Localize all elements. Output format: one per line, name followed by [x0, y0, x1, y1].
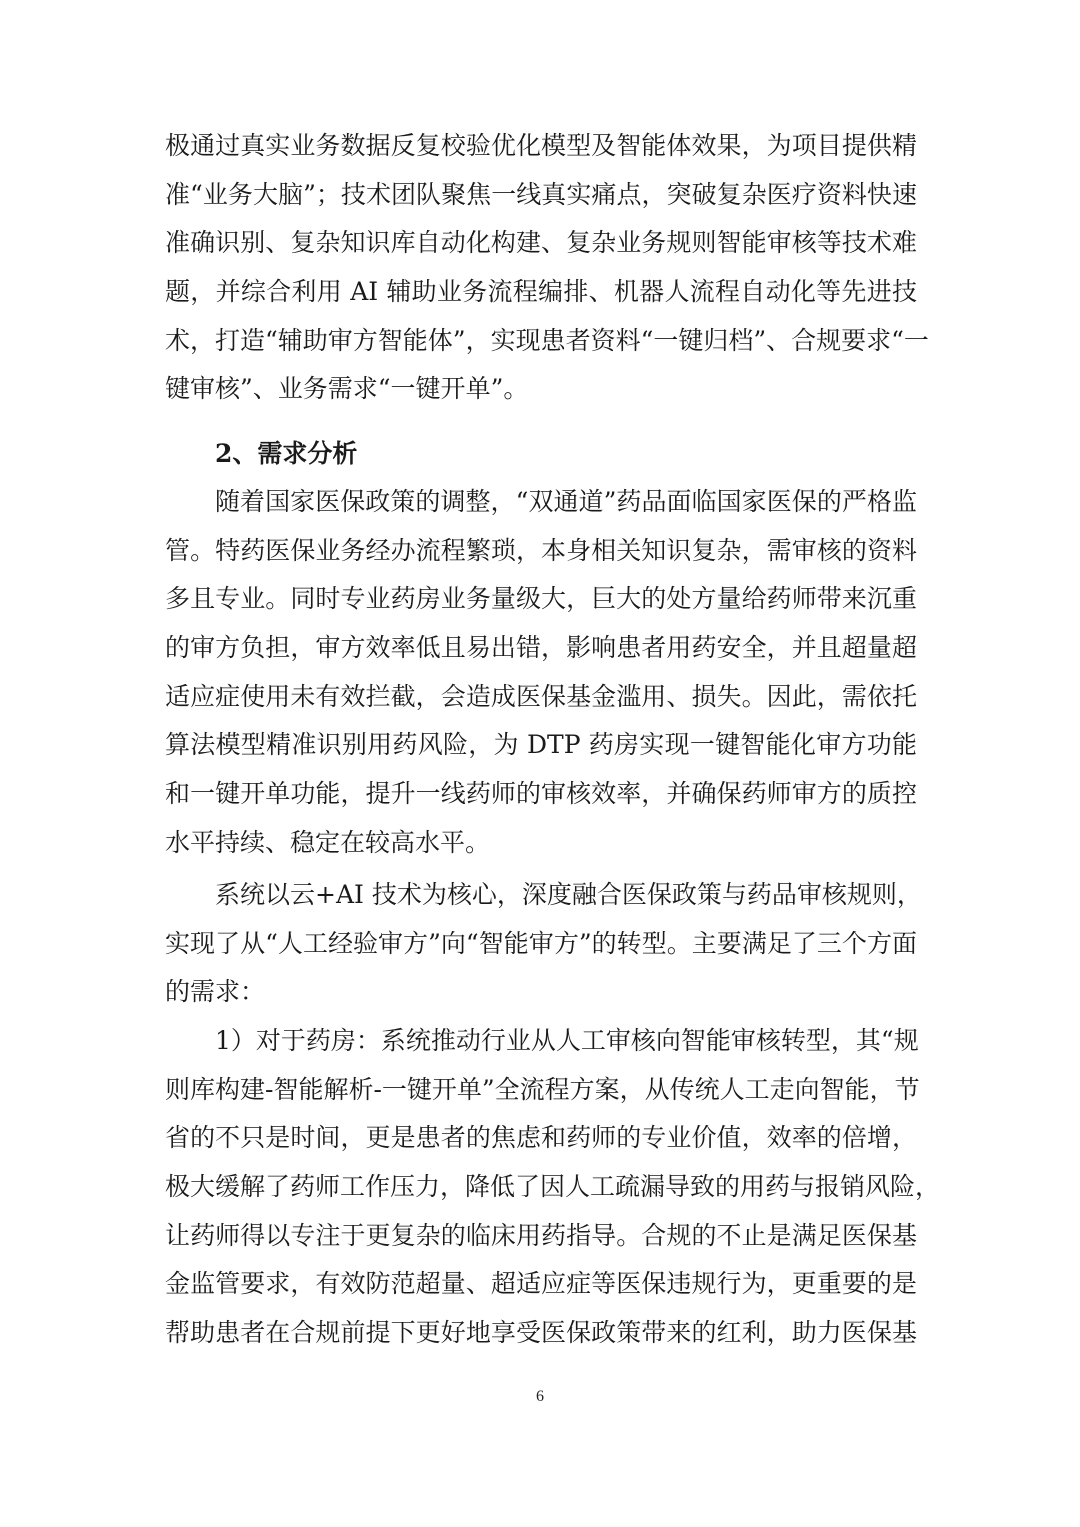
text-line: 则库构建-智能解析-一键开单”全流程方案，从传统人工走向智能，节: [165, 1074, 920, 1104]
section-heading-block: [165, 430, 917, 479]
paragraph-system: [165, 871, 922, 1017]
paragraph-pharmacy: [165, 1017, 941, 1358]
text-line: 的需求：: [165, 977, 266, 1007]
text-line: 准确识别、复杂知识库自动化构建、复杂业务规则智能审核等技术难: [165, 228, 917, 258]
text-line: 随着国家医保政策的调整，“双通道”药品面临国家医保的严格监: [215, 487, 917, 516]
text-line: 准“业务大脑”；技术团队聚焦一线真实痛点，突破复杂医疗资料快速: [165, 179, 917, 209]
text-line: 水平持续、稳定在较高水平。: [165, 827, 491, 857]
text-line: 金监管要求，有效防范超量、超适应症等医保违规行为，更重要的是: [165, 1269, 917, 1299]
text-line: 省的不只是时间，更是患者的焦虑和药师的专业价值，效率的倍增，: [165, 1123, 917, 1153]
text-line: 键审核”、业务需求“一键开单”。: [165, 374, 529, 404]
paragraph-intro: [165, 122, 929, 414]
text-line: 多且专业。同时专业药房业务量级大，巨大的处方量给药师带来沉重: [165, 584, 917, 614]
text-line: 的审方负担，审方效率低且易出错，影响患者用药安全，并且超量超: [165, 633, 917, 663]
text-line: 极大缓解了药师工作压力，降低了因人工疏漏导致的用药与报销风险，: [165, 1172, 941, 1202]
text-line: 管。特药医保业务经办流程繁琐，本身相关知识复杂，需审核的资料: [165, 535, 917, 565]
text-line: 帮助患者在合规前提下更好地享受医保政策带来的红利，助力医保基: [165, 1318, 917, 1348]
paragraph-analysis: [165, 478, 917, 868]
text-line: 实现了从“人工经验审方”向“智能审方”的转型。主要满足了三个方面: [165, 928, 917, 958]
text-line: 题，并综合利用 AI 辅助业务流程编排、机器人流程自动化等先进技: [165, 277, 917, 307]
text-line: 适应症使用未有效拦截，会造成医保基金滥用、损失。因此，需依托: [165, 681, 917, 711]
text-line: 极通过真实业务数据反复校验优化模型及智能体效果，为项目提供精: [165, 131, 917, 160]
page-number: 6: [536, 1388, 544, 1405]
text-line: 让药师得以专注于更复杂的临床用药指导。合规的不止是满足医保基: [165, 1220, 917, 1250]
text-line: 术，打造“辅助审方智能体”，实现患者资料“一键归档”、合规要求“一: [165, 325, 929, 355]
text-line: 1）对于药房：系统推动行业从人工审核向智能审核转型，其“规: [215, 1026, 919, 1055]
text-line: 和一键开单功能，提升一线药师的审核效率，并确保药师审方的质控: [165, 779, 917, 809]
text-line: 系统以云+AI 技术为核心，深度融合医保政策与药品审核规则，: [215, 880, 922, 909]
text-line: 算法模型精准识别用药风险，为 DTP 药房实现一键智能化审方功能: [165, 730, 917, 760]
section-heading: 2、需求分析: [215, 439, 358, 468]
